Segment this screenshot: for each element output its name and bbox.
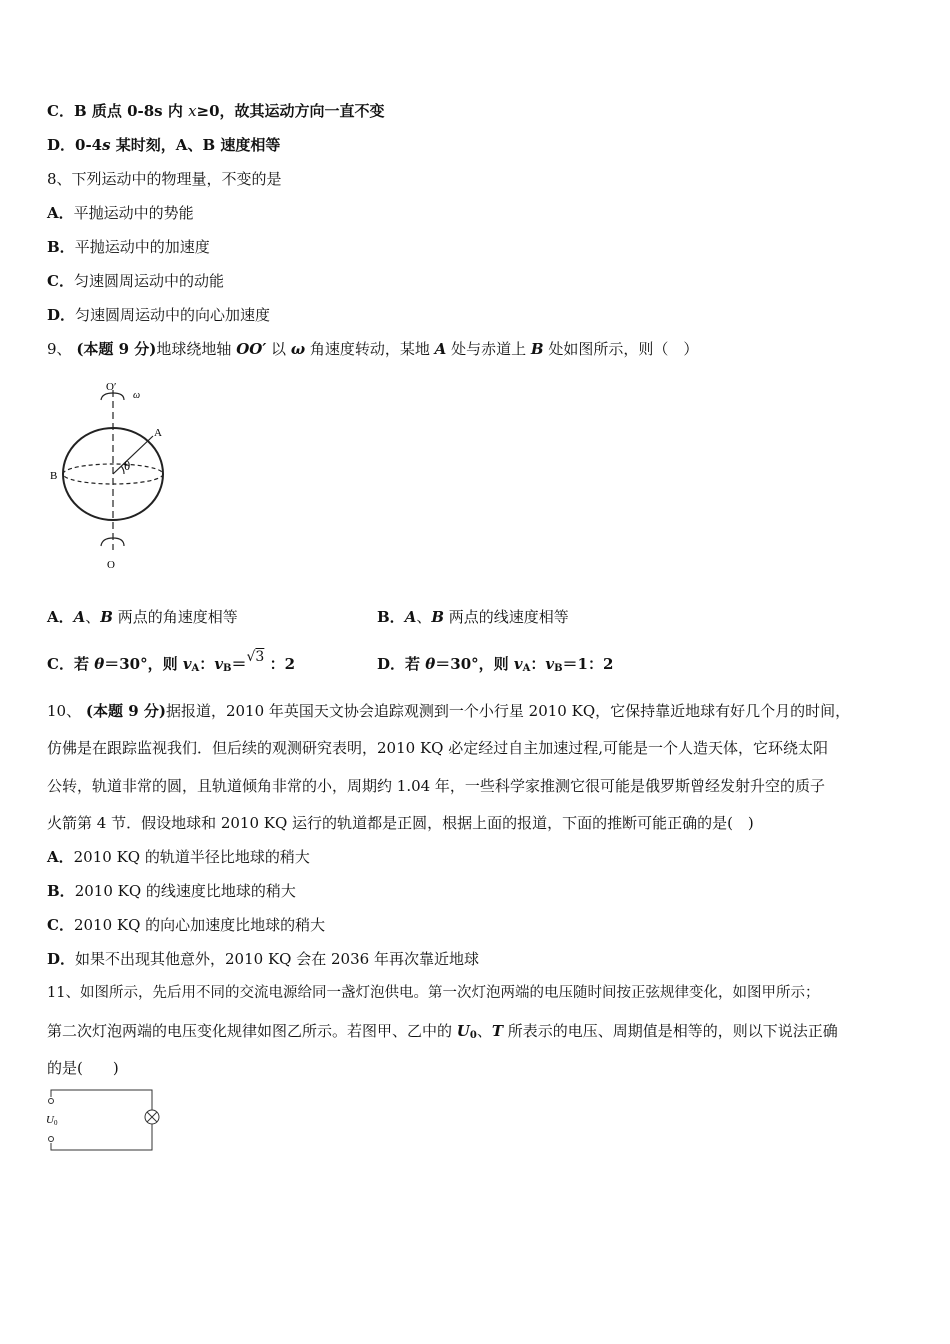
label-b: B <box>50 470 58 482</box>
q7-option-c: C．B 质点 0-8s 内 x≥0，故其运动方向一直不变 <box>47 102 385 120</box>
q10-stem-line-4: 火箭第 4 节．假设地球和 2010 KQ 运行的轨道都是正圆，根据上面的报道，下面的推断可能正确的是( ) <box>47 814 754 832</box>
q8-stem: 8、下列运动中的物理量，不变的是 <box>47 170 282 188</box>
q10-option-c: C．2010 KQ 的向心加速度比地球的稍大 <box>47 916 326 934</box>
q10-stem-line-2: 仿佛是在跟踪监视我们．但后续的观测研究表明，2010 KQ 必定经过自主加速过程,可能是一个人造天体，它环绕太阳 <box>47 739 828 757</box>
q8-option-c: C．匀速圆周运动中的动能 <box>47 272 224 290</box>
q10-option-a: A．2010 KQ 的轨道半径比地球的稍大 <box>47 848 310 866</box>
q7-option-d: D．0-4s 某时刻，A、B 速度相等 <box>47 136 281 154</box>
q8-option-d: D．匀速圆周运动中的向心加速度 <box>47 306 271 324</box>
label-u0: U0 <box>46 1114 58 1127</box>
sqrt-three: √3 <box>246 649 265 665</box>
q11-stem-line-1: 11、如图所示，先后用不同的交流电源给同一盏灯泡供电。第一次灯泡两端的电压随时间按正弦规律变化，如图甲所示； <box>47 985 820 1001</box>
q11-stem-line-2: 第二次灯泡两端的电压变化规律如图乙所示。若图甲、乙中的 $U_0$、T 所表示的电压、周期值是相等的，则以下说法正确 <box>47 1022 838 1041</box>
earth-rotation-figure <box>44 378 184 578</box>
q9-option-d: D．若 θ＝30°，则 $v_A$：$v_B=1$：2 <box>377 655 614 674</box>
q9-stem: 9、 (本题 9 分)地球绕地轴 OO′ 以 ω 角速度转动，某地 A 处与赤道上 B 处如图所示，则（ ） <box>47 340 699 358</box>
q10-stem-line-1: 10、 (本题 9 分)据报道，2010 年英国天文协会追踪观测到一个小行星 2010 KQ，它保持靠近地球有好几个月的时间， <box>47 702 851 720</box>
q11-stem-line-3: 的是( ) <box>47 1059 119 1077</box>
label-omega: ω <box>133 390 141 401</box>
terminal-top <box>49 1099 54 1104</box>
q10-option-b: B．2010 KQ 的线速度比地球的稍大 <box>47 882 296 900</box>
q10-stem-line-3: 公转，轨道非常的圆，且轨道倾角非常的小，周期约 1.04 年，一些科学家推测它很可能是俄罗斯曾经发射升空的质子 <box>47 777 825 795</box>
label-a: A <box>154 427 162 439</box>
lamp-circuit-figure <box>42 1084 167 1156</box>
radius-to-a <box>113 436 153 474</box>
q9-option-c: C．若 θ＝30°，则 $v_A$：$v_B=√3$ ：2 <box>47 649 296 674</box>
q8-option-a: A．平抛运动中的势能 <box>47 204 194 222</box>
label-o-prime: O′ <box>106 381 117 393</box>
q8-option-b: B．平抛运动中的加速度 <box>47 238 210 256</box>
label-o: O <box>107 559 115 571</box>
terminal-bottom <box>49 1137 54 1142</box>
q9-option-a: A．A、B 两点的角速度相等 <box>47 608 238 626</box>
q9-option-b: B．A、B 两点的线速度相等 <box>377 608 569 626</box>
circuit-wire <box>51 1090 152 1150</box>
label-theta: θ <box>124 458 131 473</box>
q10-option-d: D．如果不出现其他意外，2010 KQ 会在 2036 年再次靠近地球 <box>47 950 479 968</box>
